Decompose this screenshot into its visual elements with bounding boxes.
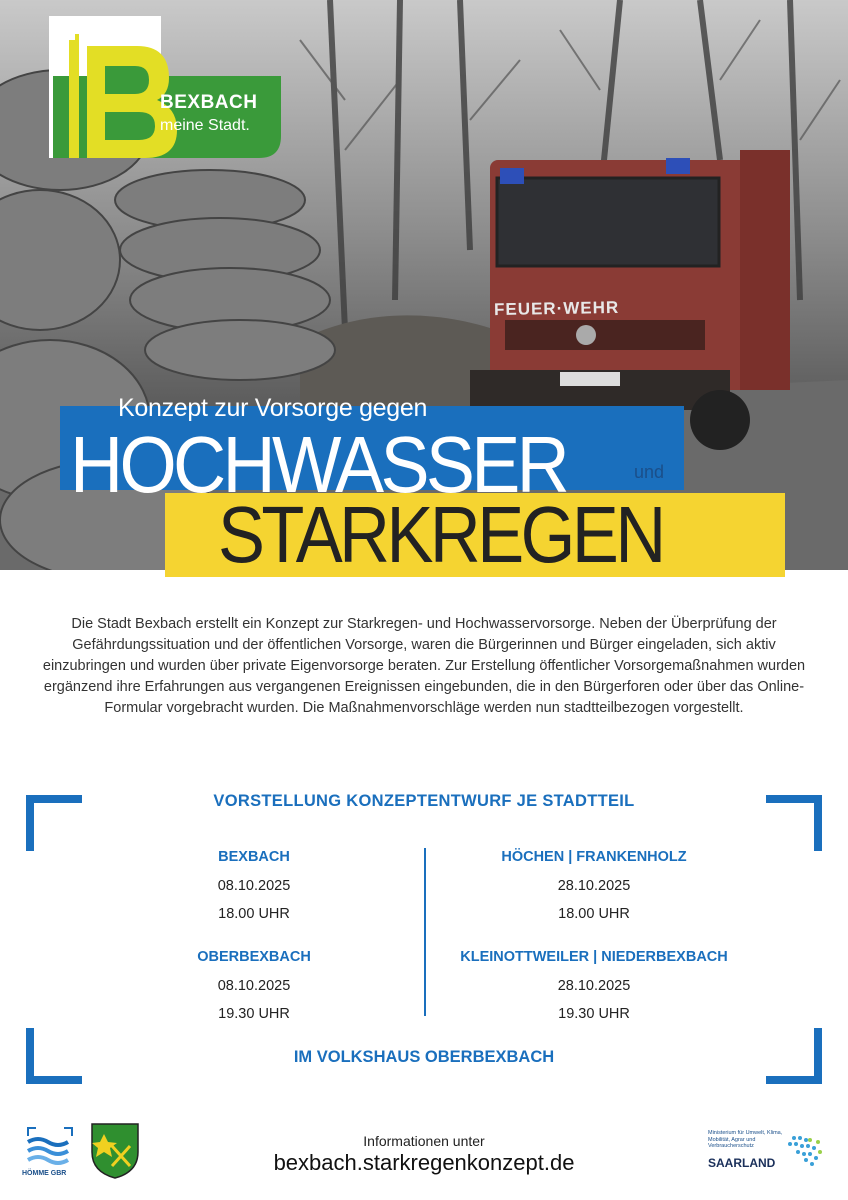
event-district: HÖCHEN | FRANKENHOLZ [501,849,687,865]
event-item [84,846,424,931]
event-item [424,946,764,1031]
hero-connector: und [634,462,665,482]
logo-name: BEXBACH [160,92,258,113]
event-time: 19.30 UHR [558,1006,630,1022]
event-item [424,846,764,931]
event-time: 18.00 UHR [218,906,290,922]
event-time: 19.30 UHR [218,1006,290,1022]
hero-title-line1: HOCHWASSER [70,420,567,509]
info-label: Informationen unter [363,1133,485,1149]
event-date: 28.10.2025 [557,978,631,994]
events-title: VORSTELLUNG KONZEPTENTWURF JE STADTTEIL [213,792,635,810]
event-time: 18.00 UHR [558,906,630,922]
info-url[interactable]: bexbach.starkregenkonzept.de [273,1150,575,1175]
saarland-label: SAARLAND [708,1156,776,1170]
event-date: 08.10.2025 [217,878,291,894]
ministry-text: Ministerium für Umwelt, Klima, Mobilität, Agrar und Verbraucherschutz [708,1130,783,1149]
hoemme-label: HÖMME GBR [22,1170,67,1177]
event-venue: IM VOLKSHAUS OBERBEXBACH [293,1048,555,1066]
bexbach-logo [49,16,281,158]
intro-paragraph: Die Stadt Bexbach erstellt ein Konzept zur Starkregen- und Hochwasservorsorge. Neben der Überprüfung der Gefährdungssituation und der öffentlichen Vorsorge, waren die Bürgerinnen und Bürger eingeladen, sich aktiv einzubringen und wurden über private Eigenvorsorge beraten. Zur Erstellung öffentlicher Vorsorgemaßnahmen wurden ergänzend ihre Erfahrungen aus vergangenen Ereignissen eingebunden, die in den Bürgerforen oder über das Online-Formular vorgebracht wurden. Die Maßnahmenvorschläge werden nun stadtteilbezogen vorgestellt. [42,616,806,716]
hero-title-line2: STARKREGEN [218,490,663,579]
event-district: OBERBEXBACH [197,949,311,965]
vehicle-label: FEUER·WEHR [493,297,620,320]
event-date: 28.10.2025 [557,878,631,894]
logo-tagline: meine Stadt. [160,117,250,134]
hero-subtitle: Konzept zur Vorsorge gegen [118,394,428,422]
event-district: BEXBACH [218,849,290,865]
event-date: 08.10.2025 [217,978,291,994]
event-district: KLEINOTTWEILER | NIEDERBEXBACH [460,949,728,965]
event-item [84,946,424,1031]
